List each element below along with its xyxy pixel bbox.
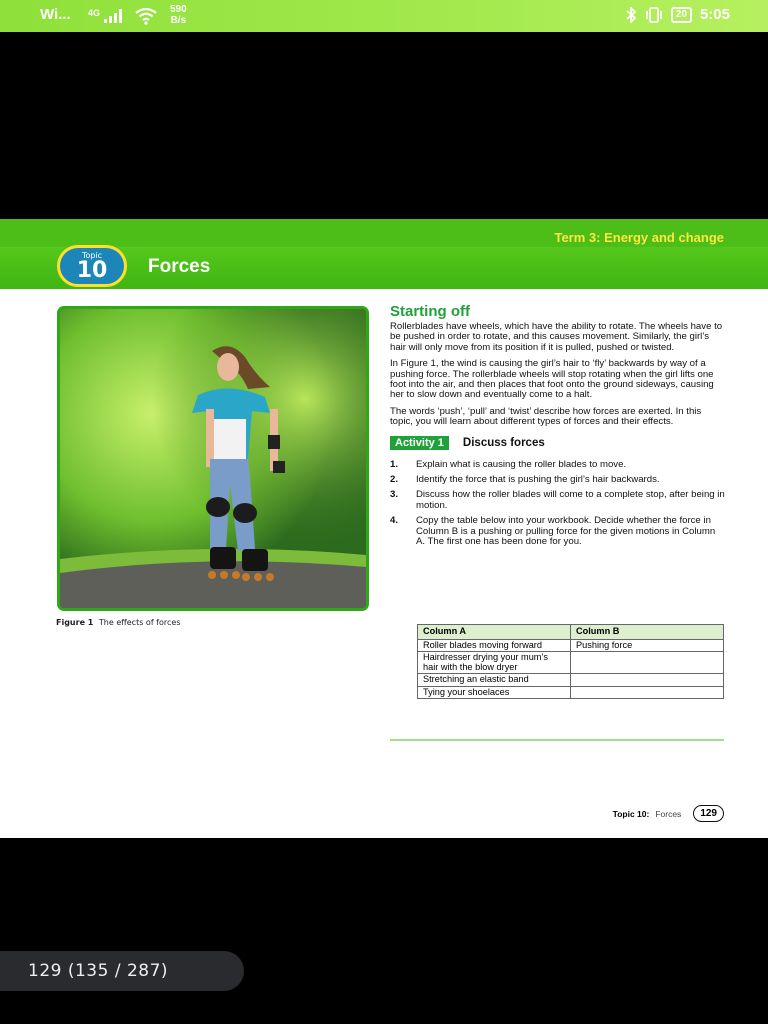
status-right — [625, 6, 730, 23]
speed-value: 590 — [170, 4, 187, 15]
activity-badge: Activity 1 — [390, 436, 449, 450]
content-column — [390, 303, 725, 553]
network-indicator — [88, 8, 100, 18]
bluetooth-icon — [625, 7, 637, 23]
list-item — [390, 460, 725, 470]
topic-badge-label: Topic — [81, 251, 103, 260]
table-cell — [571, 686, 724, 699]
page-footer — [613, 805, 724, 822]
step-text: Copy the table below into your workbook. Decide whether the force in Column B is a pushing or pulling force for the given motions in Column A. The first one has been done for you. — [416, 515, 716, 548]
forces-table — [417, 624, 724, 699]
divider — [390, 739, 724, 741]
footer-topic: Topic 10: — [612, 808, 650, 819]
network-speed — [170, 4, 187, 26]
table-row — [418, 639, 724, 652]
vibrate-icon — [645, 7, 663, 23]
table-cell: Roller blades moving forward — [418, 639, 571, 652]
step-text: Discuss how the roller blades will come to a complete stop, after being in motion. — [416, 489, 725, 511]
term-heading: Term 3: Energy and change — [554, 230, 724, 245]
table-cell: Stretching an elastic band — [418, 674, 571, 687]
book-page — [0, 219, 768, 838]
table-cell — [571, 674, 724, 687]
step-number: 2. — [390, 474, 399, 486]
step-number: 1. — [390, 458, 399, 470]
step-number: 3. — [390, 489, 399, 501]
table-cell: Pushing force — [571, 639, 724, 652]
section-title: Starting off — [390, 303, 470, 320]
status-bar — [0, 0, 768, 32]
paragraph: In Figure 1, the wind is causing the girl’s hair to ‘fly’ backwards by way of a pushing force. The rollerblade wheels will stop rotating when the girl lifts one foot into the air, and then places that foot onto the ground sideways, causing her to slow down and eventually come to a halt. — [390, 358, 714, 401]
footer-title: Forces — [655, 808, 682, 819]
list-item — [390, 490, 725, 511]
signal-icon — [104, 9, 126, 23]
table-row — [418, 652, 724, 674]
carrier-label: Wi... — [40, 6, 71, 23]
step-text: Identify the force that is pushing the girl’s hair backwards. — [416, 474, 660, 486]
table-cell: Hairdresser drying your mum’s hair with the blow dryer — [418, 652, 571, 674]
carrier-group — [40, 6, 71, 23]
figure-caption-text: The effects of forces — [98, 618, 181, 627]
clock: 5:05 — [699, 6, 730, 23]
activity-steps — [390, 460, 725, 548]
paragraph: Rollerblades have wheels, which have the ability to rotate. The wheels have to be pushed in order to rotate, and this causes movement. Similarly, the girl’s hair will only move from its position if it is pulled, pushed or twisted. — [390, 321, 723, 353]
table-header-row — [418, 625, 724, 640]
list-item — [390, 516, 725, 547]
topic-badge-number: 10 — [76, 258, 108, 283]
activity-title: Discuss forces — [462, 436, 545, 449]
table-cell — [571, 652, 724, 674]
paragraph: The words ‘push’, ‘pull’ and ‘twist’ describe how forces are exerted. In this topic, you will learn about different types of forces and their effects. — [390, 405, 702, 428]
page-number: 129 — [693, 805, 724, 822]
topic-banner — [0, 219, 768, 289]
table-header: Column A — [418, 625, 571, 640]
list-item — [390, 475, 725, 485]
rollerblade-illustration — [60, 309, 366, 608]
page-counter[interactable]: 129 (135 / 287) — [0, 951, 244, 991]
network-type: 4G — [88, 8, 101, 18]
rollerblade-photo — [57, 306, 369, 611]
step-text: Explain what is causing the roller blades to move. — [416, 458, 627, 470]
topic-badge — [57, 245, 127, 287]
topic-title: Forces — [148, 256, 211, 277]
table-header: Column B — [571, 625, 724, 640]
figure-caption — [56, 618, 181, 627]
table-row — [418, 674, 724, 687]
table-row — [418, 686, 724, 699]
step-number: 4. — [390, 515, 399, 527]
battery-icon: 20 — [671, 7, 692, 23]
figure-label: Figure 1 — [56, 618, 94, 627]
speed-unit: B/s — [170, 15, 187, 26]
table-cell: Tying your shoelaces — [418, 686, 571, 699]
wifi-icon — [134, 7, 158, 25]
activity-header — [390, 436, 725, 450]
